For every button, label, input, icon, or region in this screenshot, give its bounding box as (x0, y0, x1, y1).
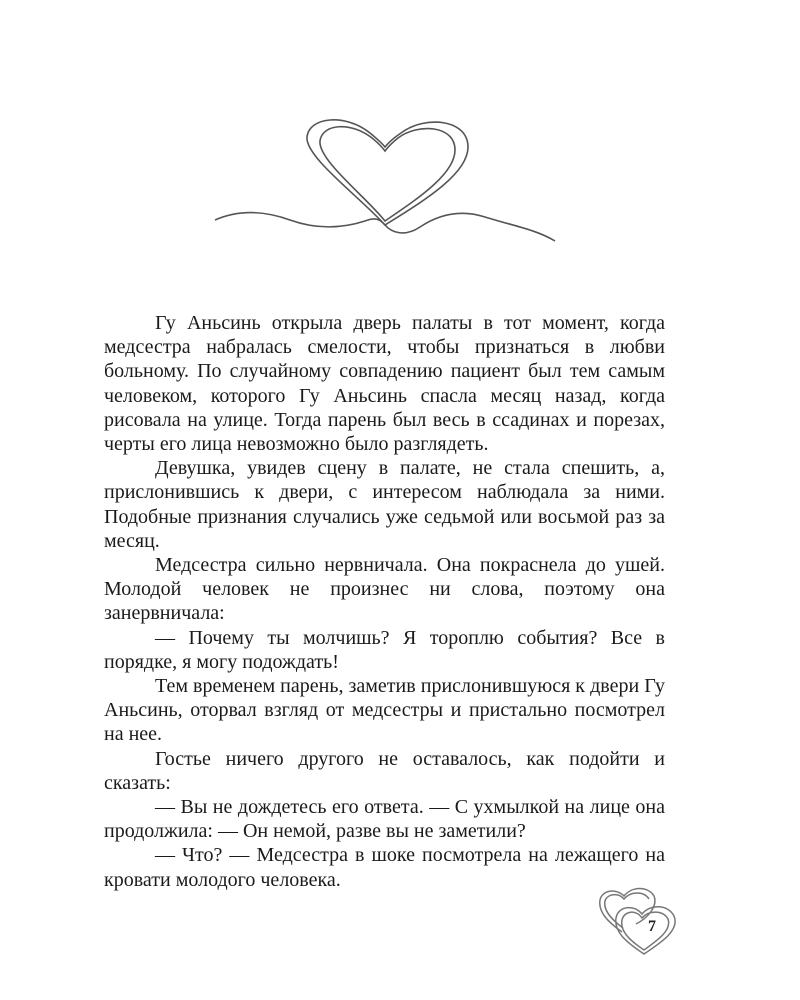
heart-wave-ornament (210, 105, 560, 255)
inner-heart-outline (320, 127, 455, 221)
wave-line (215, 212, 555, 241)
dialogue-line: — Что? — Медсестра в шоке посмотрела на лежащего на кровати молодого человека. (104, 844, 665, 891)
dialogue-line: — Вы не дождетесь его ответа. — С ухмылкой на лице она продолжила: — Он немой, разве вы не заметили? (104, 796, 665, 843)
outer-heart-outline (307, 120, 468, 225)
paragraph: Тем временем парень, заметив прислонившуюся к двери Гу Аньсинь, оторвал взгляд от медсестры и пристально посмотрел на нее. (104, 675, 665, 746)
paragraph: Девушка, увидев сцену в палате, не стала спешить, а, прислонившись к двери, с интересом наблюдала за ними. Подобные признания случались уже седьмой или восьмой раз за месяц. (104, 457, 665, 552)
paragraph: Гостье ничего другого не оставалось, как подойти и сказать: (104, 747, 665, 794)
dialogue-line: — Почему ты молчишь? Я тороплю события? Все в порядке, я могу подождать! (104, 626, 665, 673)
paragraph: Гу Аньсинь открыла дверь палаты в тот момент, когда медсестра набралась смелости, чтобы признаться в любви больному. По случайному совпадению пациент был тем самым человеком, которого Гу Аньсинь спасла месяц назад, когда рисовала на улице. Тогда парень был весь в ссадинах и порезах, черты его лица невозможно было разглядеть. (104, 312, 665, 456)
body-text (104, 311, 665, 892)
page-number: 7 (648, 918, 656, 935)
paragraph: Медсестра сильно нервничала. Она покраснела до ушей. Молодой человек не произнес ни слова, поэтому она занервничала: (104, 554, 665, 625)
